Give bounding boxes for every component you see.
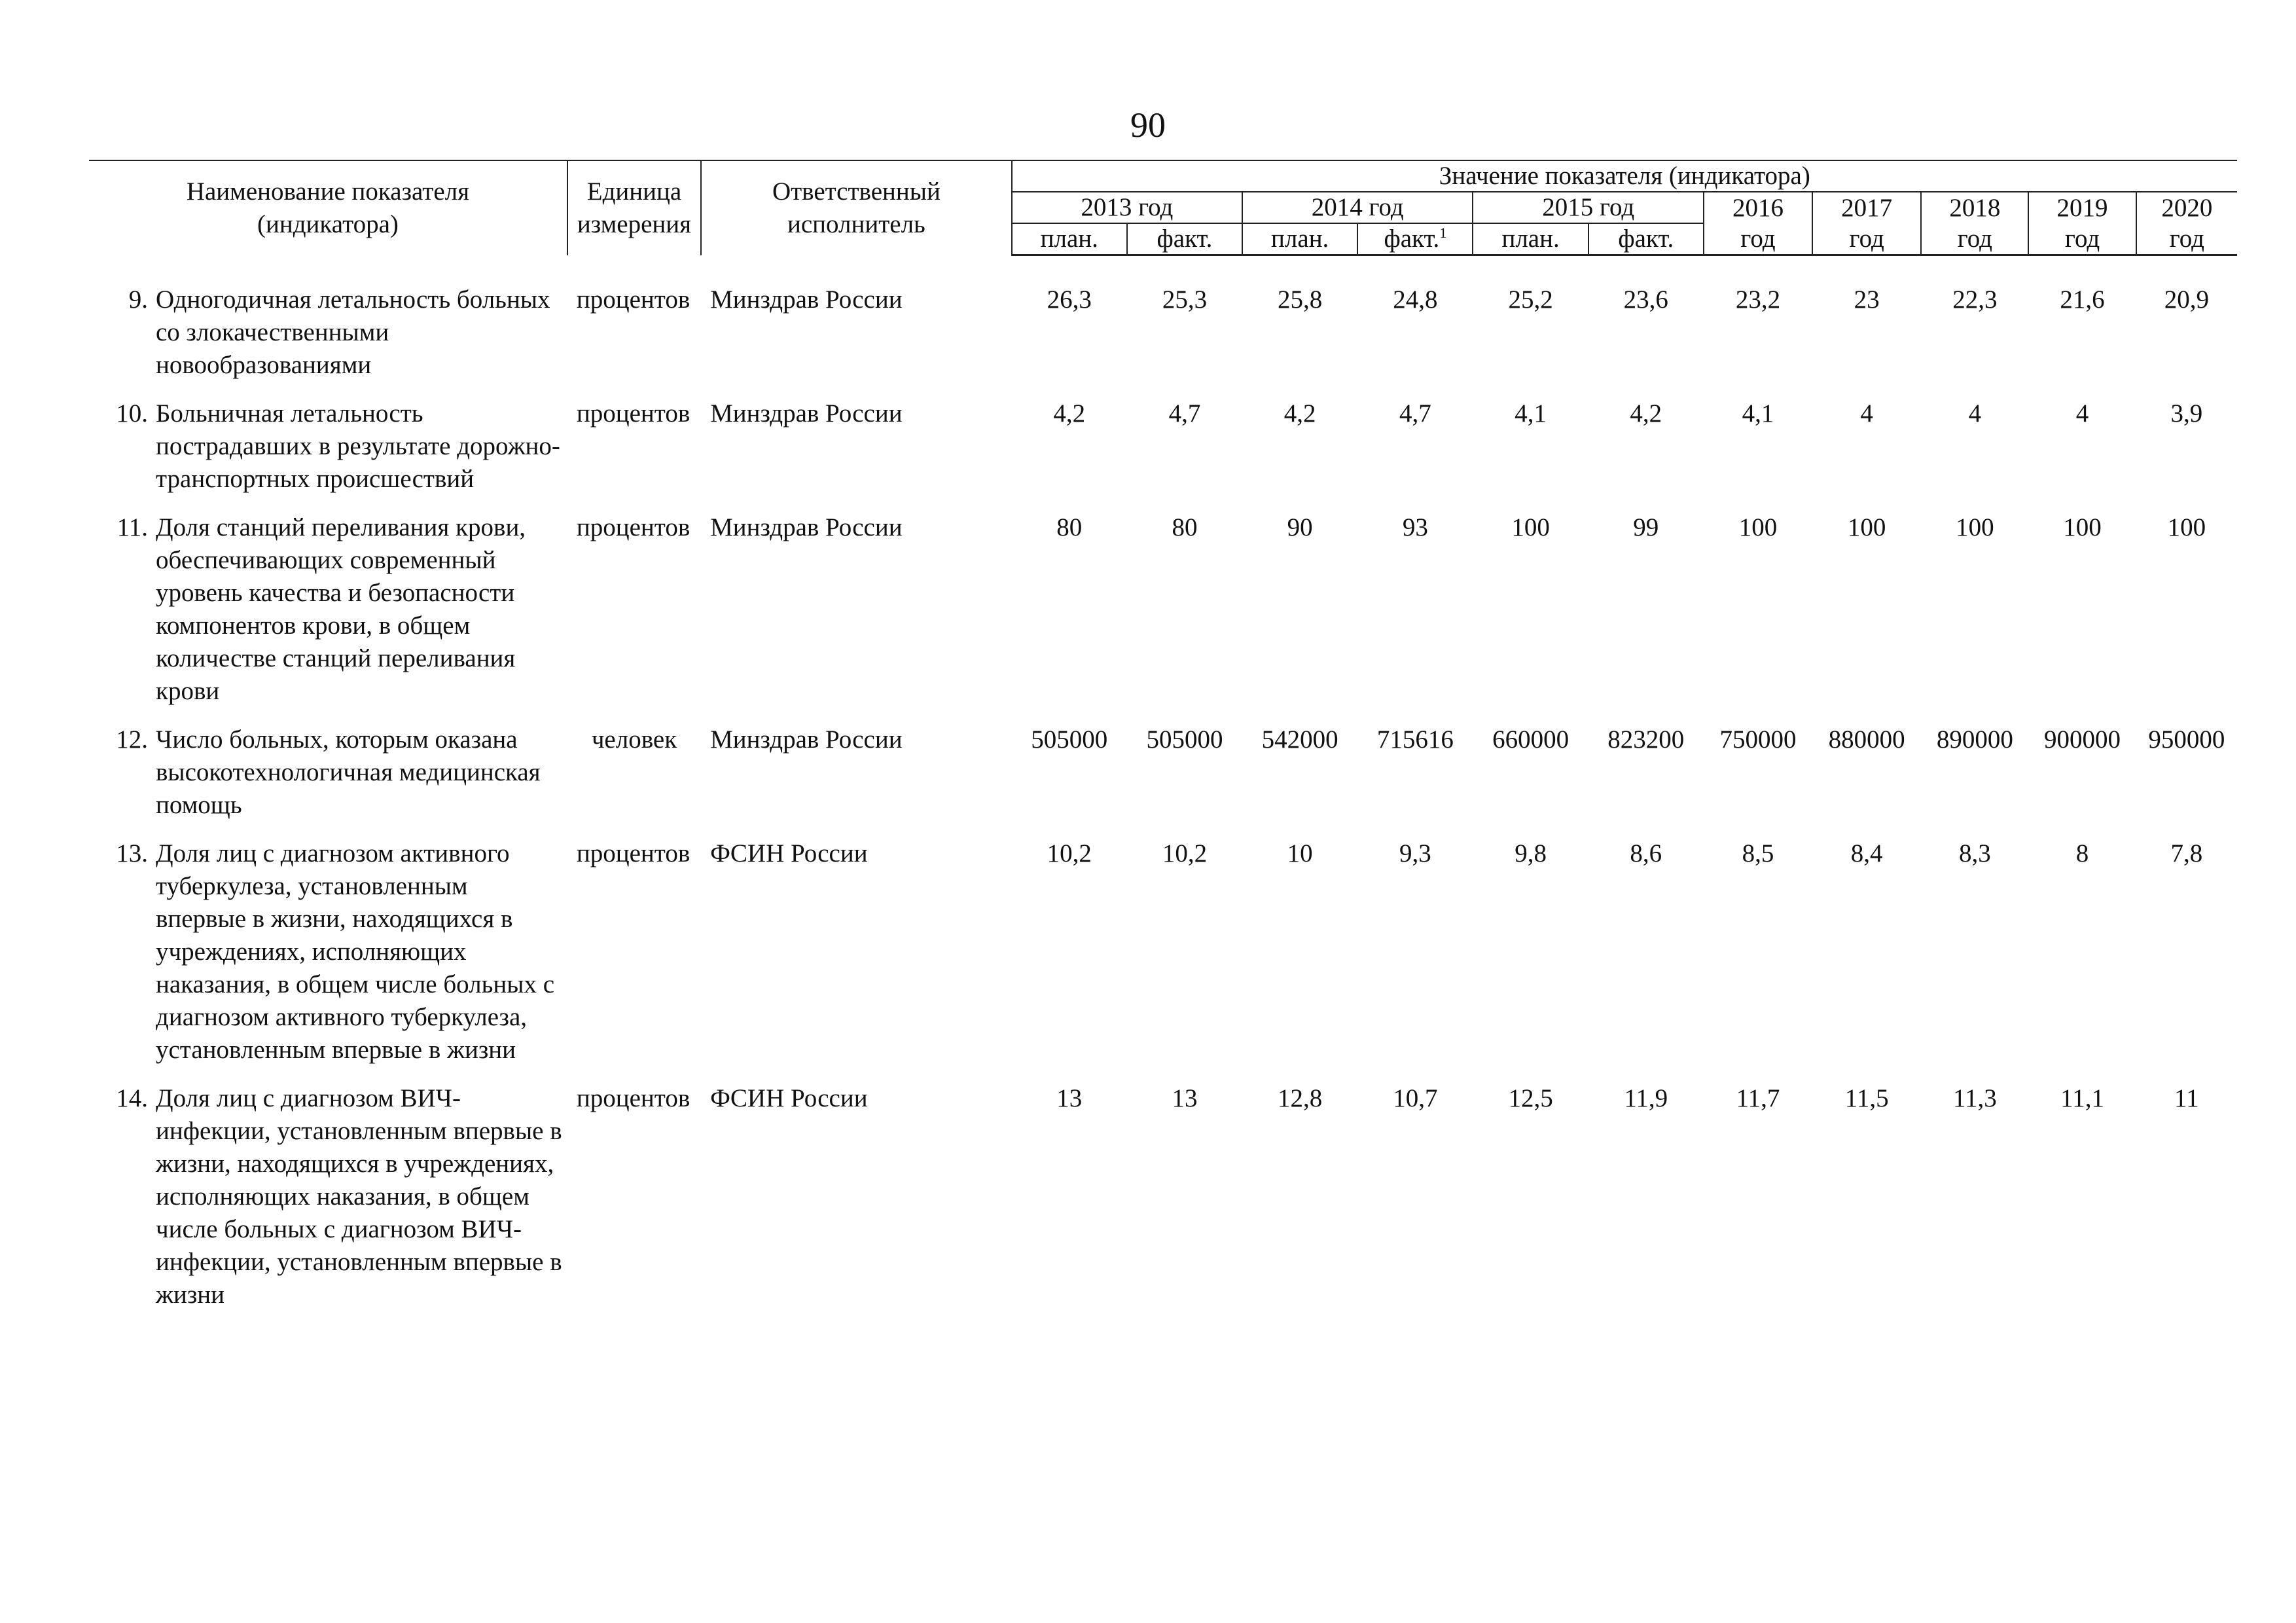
value-cell: 3,9 <box>2170 399 2203 428</box>
indicators-table-wrap <box>89 160 2237 1327</box>
table-row <box>89 723 2237 837</box>
value-cell: 10,2 <box>1162 839 1208 867</box>
indicator-name: Больничная летальность пострадавших в результате дорожно-транспортных происшествий <box>156 399 560 493</box>
indicator-name: Число больных, которым оказана высокотехнологичная медицинская помощь <box>156 725 541 819</box>
value-cell: 11,1 <box>2060 1084 2104 1112</box>
value-cell: 4,2 <box>1283 399 1316 428</box>
value-cell: 4,1 <box>1515 399 1547 428</box>
header-year-2014: 2014 год <box>1242 192 1473 223</box>
responsible-cell: Минздрав России <box>710 513 903 541</box>
page-number: 90 <box>1130 105 1166 145</box>
value-cell: 93 <box>1402 513 1428 541</box>
value-cell: 7,8 <box>2170 839 2203 867</box>
value-cell: 100 <box>1847 513 1886 541</box>
value-cell: 880000 <box>1828 725 1905 754</box>
value-cell: 11,3 <box>1952 1084 1997 1112</box>
responsible-cell: ФСИН России <box>710 1084 868 1112</box>
value-cell: 24,8 <box>1393 285 1438 314</box>
indicator-name: Доля станций переливания крови, обеспечивающих современный уровень качества и безопасности компонентов крови, в общем количестве станций переливания крови <box>156 513 526 705</box>
header-god-2017: год <box>1812 223 1921 255</box>
table-row <box>89 397 2237 511</box>
value-cell: 750000 <box>1719 725 1797 754</box>
indicators-table <box>89 160 2237 1327</box>
indicator-name-wrap <box>89 1082 567 1311</box>
value-cell: 8,5 <box>1742 839 1774 867</box>
unit-cell: процентов <box>576 399 691 428</box>
value-cell: 715616 <box>1376 725 1454 754</box>
header-year-2015: 2015 год <box>1473 192 1703 223</box>
header-god-2016: год <box>1704 223 1812 255</box>
indicator-number: 10. <box>116 399 148 428</box>
indicator-number: 11. <box>117 513 148 541</box>
indicator-name-cell <box>89 283 567 397</box>
header-fact-2014-label: факт. <box>1384 225 1440 253</box>
value-cell: 890000 <box>1936 725 2013 754</box>
header-resp-col: Ответственный исполнитель <box>701 160 1012 255</box>
value-cell: 25,3 <box>1162 285 1208 314</box>
value-cell: 90 <box>1287 513 1313 541</box>
footnote-marker: 1 <box>1439 225 1447 241</box>
responsible-cell: Минздрав России <box>710 285 903 314</box>
value-cell: 8,3 <box>1958 839 1991 867</box>
header-plan-2013: план. <box>1012 223 1127 255</box>
indicator-name-cell <box>89 837 567 1082</box>
indicator-name: Одногодичная летальность больных со злокачественными новообразованиями <box>156 285 550 379</box>
value-cell: 11,5 <box>1844 1084 1889 1112</box>
header-year-2017: 2017 <box>1812 192 1921 223</box>
value-cell: 80 <box>1172 513 1198 541</box>
value-cell: 4,2 <box>1053 399 1086 428</box>
value-cell: 505000 <box>1031 725 1108 754</box>
indicator-name-wrap <box>89 283 567 382</box>
responsible-cell: Минздрав России <box>710 725 903 754</box>
indicator-name-wrap <box>89 837 567 1067</box>
indicator-name: Доля лиц с диагнозом ВИЧ-инфекции, установленным впервые в жизни, находящихся в учреждениях, исполняющих наказания, в общем числе больных с диагнозом ВИЧ-инфекции, установленным впервые в жизни <box>156 1084 562 1309</box>
indicator-name-cell <box>89 1082 567 1327</box>
header-year-2018: 2018 <box>1921 192 2028 223</box>
unit-cell: процентов <box>576 285 691 314</box>
value-cell: 10,2 <box>1047 839 1092 867</box>
table-row <box>89 1082 2237 1327</box>
value-cell: 4,2 <box>1630 399 1662 428</box>
value-cell: 10 <box>1287 839 1313 867</box>
header-god-2018: год <box>1921 223 2028 255</box>
value-cell: 4 <box>2075 399 2089 428</box>
value-cell: 11 <box>2174 1084 2199 1112</box>
indicator-number: 9. <box>128 285 148 314</box>
unit-cell: процентов <box>576 1084 691 1112</box>
unit-cell: человек <box>591 725 677 754</box>
value-cell: 23,6 <box>1623 285 1668 314</box>
indicator-name-wrap <box>89 511 567 708</box>
indicator-name-wrap <box>89 397 567 496</box>
value-cell: 11,7 <box>1736 1084 1780 1112</box>
unit-cell: процентов <box>576 513 691 541</box>
value-cell: 12,8 <box>1278 1084 1323 1112</box>
table-row <box>89 511 2237 723</box>
header-unit-col: Единица измерения <box>567 160 701 255</box>
indicator-number: 14. <box>116 1084 148 1112</box>
value-cell: 99 <box>1633 513 1659 541</box>
value-cell: 25,2 <box>1508 285 1553 314</box>
value-cell: 9,8 <box>1515 839 1547 867</box>
unit-cell: процентов <box>576 839 691 867</box>
header-fact-2013: факт. <box>1127 223 1242 255</box>
header-fact-2014 <box>1357 223 1473 255</box>
header-name-col: Наименование показателя (индикатора) <box>89 160 567 255</box>
indicator-name-cell <box>89 397 567 511</box>
value-cell: 23,2 <box>1735 285 1781 314</box>
value-cell: 542000 <box>1261 725 1338 754</box>
header-year-2016: 2016 <box>1704 192 1812 223</box>
header-god-2019: год <box>2028 223 2136 255</box>
indicator-name-cell <box>89 511 567 723</box>
indicator-name-cell <box>89 723 567 837</box>
header-year-2013: 2013 год <box>1012 192 1242 223</box>
value-cell: 11,9 <box>1624 1084 1668 1112</box>
value-cell: 80 <box>1056 513 1083 541</box>
value-cell: 660000 <box>1492 725 1570 754</box>
value-cell: 4 <box>1860 399 1873 428</box>
value-cell: 25,8 <box>1278 285 1323 314</box>
header-god-2020: год <box>2136 223 2237 255</box>
header-year-2019: 2019 <box>2028 192 2136 223</box>
value-cell: 505000 <box>1146 725 1223 754</box>
value-cell: 8,6 <box>1630 839 1662 867</box>
value-cell: 13 <box>1056 1084 1083 1112</box>
table-body <box>89 255 2237 1328</box>
value-cell: 12,5 <box>1508 1084 1553 1112</box>
indicator-name-wrap <box>89 723 567 822</box>
value-cell: 4,1 <box>1742 399 1774 428</box>
value-cell: 20,9 <box>2164 285 2209 314</box>
value-cell: 23 <box>1854 285 1880 314</box>
value-cell: 13 <box>1172 1084 1198 1112</box>
responsible-cell: Минздрав России <box>710 399 903 428</box>
indicator-name: Доля лиц с диагнозом активного туберкулеза, установленным впервые в жизни, находящихся в учреждениях, исполняющих наказания, в общем числе больных с диагнозом активного туберкулеза, установленным впервые в жизни <box>156 839 555 1064</box>
table-header <box>89 160 2237 255</box>
header-year-2020: 2020 <box>2136 192 2237 223</box>
value-cell: 950000 <box>2148 725 2225 754</box>
value-cell: 26,3 <box>1047 285 1092 314</box>
value-cell: 900000 <box>2044 725 2121 754</box>
value-cell: 100 <box>2167 513 2206 541</box>
value-cell: 9,3 <box>1399 839 1431 867</box>
value-cell: 823200 <box>1607 725 1685 754</box>
indicator-number: 12. <box>116 725 148 754</box>
value-cell: 10,7 <box>1393 1084 1438 1112</box>
header-plan-2015: план. <box>1473 223 1588 255</box>
indicator-number: 13. <box>116 839 148 867</box>
value-cell: 21,6 <box>2060 285 2105 314</box>
value-cell: 4,7 <box>1168 399 1201 428</box>
value-cell: 4 <box>1968 399 1982 428</box>
value-cell: 100 <box>1956 513 1994 541</box>
table-row <box>89 837 2237 1082</box>
value-cell: 100 <box>1738 513 1778 541</box>
value-cell: 4,7 <box>1399 399 1431 428</box>
header-plan-2014: план. <box>1242 223 1357 255</box>
value-cell: 8,4 <box>1850 839 1883 867</box>
value-cell: 100 <box>2063 513 2102 541</box>
value-cell: 8 <box>2075 839 2089 867</box>
responsible-cell: ФСИН России <box>710 839 868 867</box>
value-cell: 22,3 <box>1952 285 1998 314</box>
header-fact-2015: факт. <box>1588 223 1704 255</box>
value-cell: 100 <box>1511 513 1550 541</box>
table-row <box>89 283 2237 397</box>
header-value-group: Значение показателя (индикатора) <box>1012 160 2237 192</box>
